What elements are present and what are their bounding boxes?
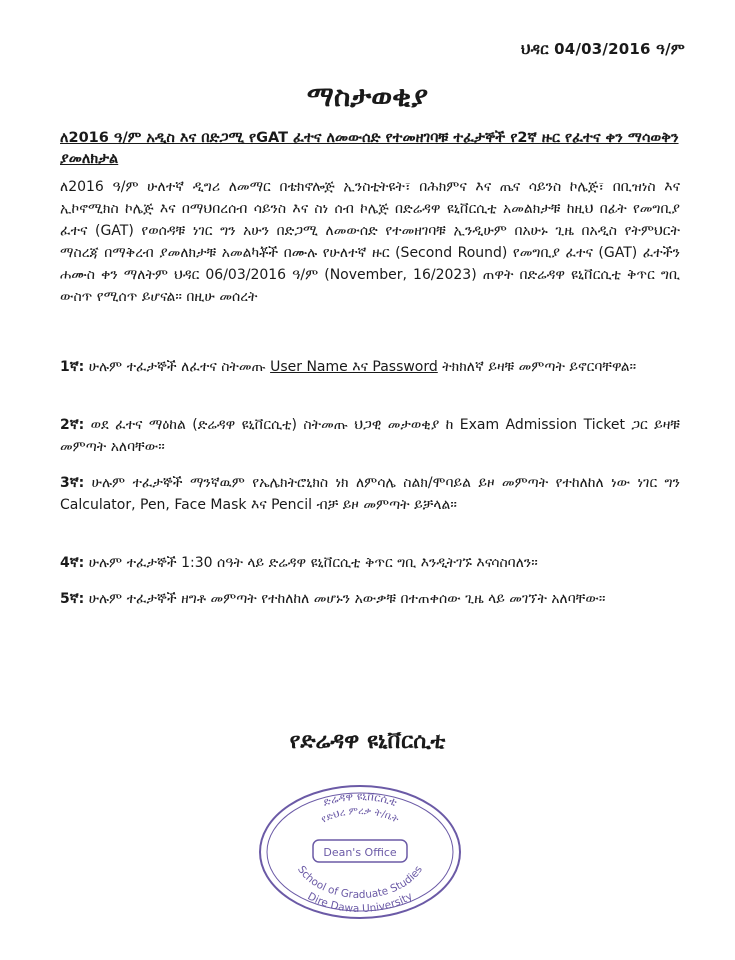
item-text: ወደ ፈተና ማዕከል (ድሬዳዋ ዩኒቨርሲቲ) ስትመጡ ህጋዊ መታወቂያ ከ Exam Admission Ticket ጋር ይዛቹ መምጣት አለባቸው። — [60, 417, 680, 455]
instruction-item-5 — [60, 588, 680, 610]
instruction-item-2 — [60, 414, 680, 458]
stamp-bottom-text: School of Graduate Studies — [295, 863, 425, 902]
item-number: 1ኛ: — [60, 359, 85, 375]
stamp-center-text: Dean's Office — [323, 846, 397, 859]
item-text: ሁሉም ተፈታኞች ለፈተና ስትመጡ — [88, 359, 271, 375]
subject-line: ለ2016 ዓ/ም አዲስ እና በድጋሚ የGAT ፈተና ለመውሰድ የተመዘገባቹ ተፈታኞች የ2ኛ ዙር የፈተና ቀን ማሳወቅን ያመለክታል — [60, 130, 679, 167]
document-date: ህዳር 04/03/2016 ዓ/ም — [521, 40, 685, 58]
stamp-top-text-2: የድህረ ምረቃ ት/ቤት — [319, 805, 401, 826]
intro-paragraph: ለ2016 ዓ/ም ሁለተኛ ዲግሪ ለመማር በቴክኖሎጅ ኢንስቲትዩት፣ በሕክምና እና ጤና ሳይንስ ኮሌጅ፣ በቢዝነስ እና ኢኮኖሚክስ ኮሌጅ እና በማህበረሰብ ሳይንስ እና ስነ ሰብ ኮሌጅ በድሬዳዋ ዩኒቨርሲቲ አመልክታቹ ከዚህ በፊት የመግቢያ ፈተና (GAT) የወሰዳቹ ነገር ግን አሁን በድጋሚ ለመውሰድ የተመዘገባቹ ኢንዲሁም በአሁኑ ጊዜ በአዲስ የትምህርት ማስረጃ በማቅረብ ያመለክታቹ አመልካቾች በሙሉ የሁለተኛ ዙር (Second Round) የመግቢያ ፈተና (GAT) ፈተችን ሐሙስ ቀን ማለትም ህዳር 06/03/2016 ዓ/ም (November, 16/2023) ጠዋት በድሬዳዋ ዩኒቨርሲቲ ቅጥር ግቢ ውስጥ የሚሰጥ ይሆናል። በዚሁ መሰረት — [60, 179, 680, 305]
item-number: 4ኛ: — [60, 555, 85, 571]
official-stamp — [255, 782, 465, 922]
item-number: 5ኛ: — [60, 591, 85, 607]
item-text: ሁሉም ተፈታኞች 1:30 ሰዓት ላይ ድሬዳዋ ዩኒቨርሲቲ ቅጥር ግቢ እንዲትገኙ እናሳስባለን። — [88, 555, 538, 571]
item-number: 3ኛ: — [60, 475, 85, 491]
signature-line: የድሬዳዋ ዩኒቨርሲቲ — [289, 728, 446, 754]
stamp-seal-icon — [255, 782, 465, 922]
stamp-bottom-text-2: Dire Dawa University — [305, 890, 415, 916]
instruction-item-1 — [60, 356, 680, 378]
instruction-item-3 — [60, 472, 680, 516]
item-underlined-text: User Name እና Password — [270, 359, 438, 375]
stamp-top-text: ድሬዳዋ ዩኒቨርሲቲ — [321, 789, 399, 809]
instruction-item-4 — [60, 552, 680, 574]
item-text: ትክክለኛ ይዛቹ መምጣት ይኖርባቸዋል። — [437, 359, 637, 375]
item-text: ሁሉም ተፈታኞች ዘግቶ መምጣት የተከለከለ መሆኑን አውቃቹ በተጠቀሰው ጊዜ ላይ መገኘት አለባቸው። — [88, 591, 606, 607]
item-number: 2ኛ: — [60, 417, 85, 433]
item-text: ሁሉም ተፈታኞች ማንኛዉም የኤሌክትሮኒክስ ነክ ለምሳሌ ስልክ/ሞባይል ይዞ መምጣት የተከለከለ ነው ነገር ግን Calculator, Pen, Face Mask እና Pencil ብቻ ይዞ መምጣት ይቻላል። — [60, 475, 681, 513]
page-title: ማስታወቂያ — [306, 80, 429, 113]
